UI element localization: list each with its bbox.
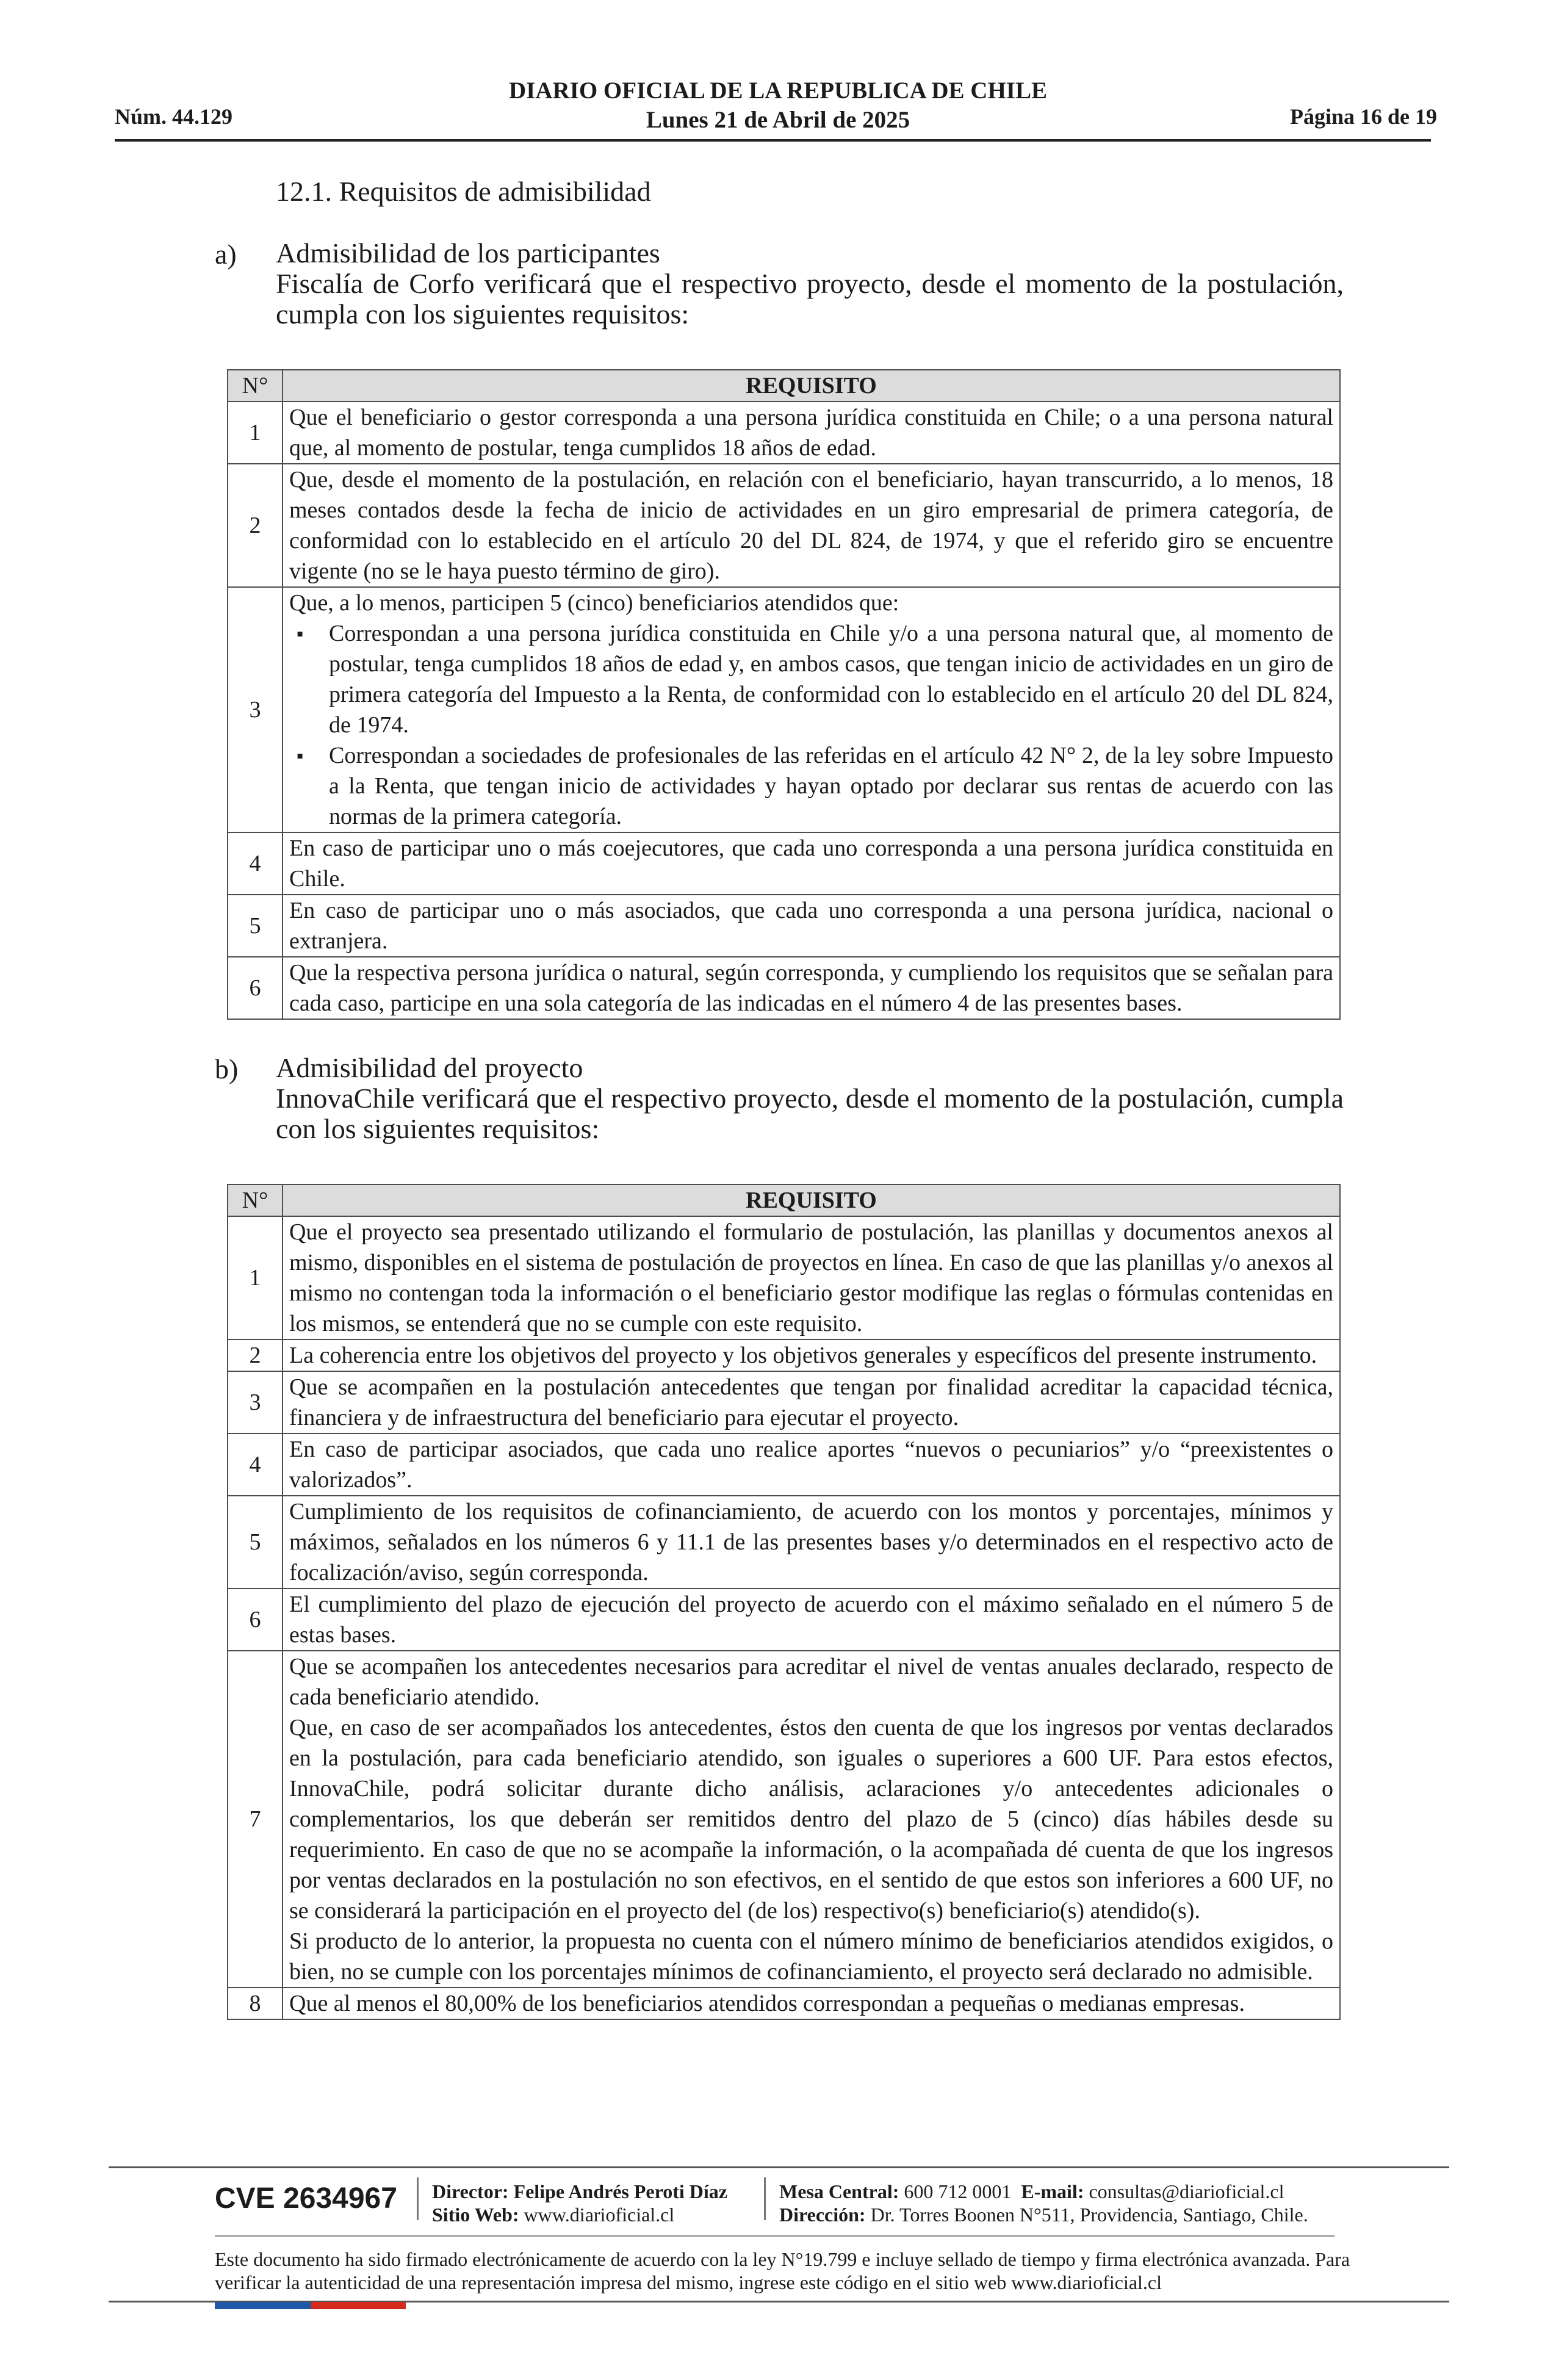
bullet-item: ▪ Correspondan a sociedades de profesionales de las referidas en el artículo 42 N° 2, de la ley sobre Impuesto a la Renta, que tengan inicio de actividades y hayan optado por declarar sus rentas de acuerdo con las normas de la primera categoría. (289, 740, 1333, 832)
row-number: 2 (228, 1340, 283, 1371)
row-number: 5 (228, 895, 283, 957)
footer-separator (764, 2177, 766, 2220)
director-label: Director: (432, 2180, 509, 2202)
footer-thin-divider (215, 2235, 1334, 2237)
table-header-row (228, 370, 1340, 402)
row-requirement: El cumplimiento del plazo de ejecución del proyecto de acuerdo con el máximo señalado en el número 5 de estas bases. (283, 1588, 1340, 1651)
table-row (228, 895, 1340, 957)
header-divider (115, 139, 1431, 142)
address-value: Dr. Torres Boonen N°511, Providencia, Santiago, Chile. (870, 2204, 1308, 2226)
row-number: 7 (228, 1651, 283, 1988)
flag-stripe-blue (215, 2302, 311, 2309)
row-requirement (283, 587, 1340, 832)
row-number: 2 (228, 464, 283, 587)
address-label: Dirección: (779, 2204, 866, 2226)
row-requirement: En caso de participar uno o más coejecutores, que cada uno corresponda a una persona jurídica constituida en Chile. (283, 832, 1340, 895)
email-label: E-mail: (1021, 2180, 1084, 2202)
row-requirement (283, 1651, 1340, 1988)
email-link[interactable]: consultas@diarioficial.cl (1089, 2180, 1284, 2202)
table-row (228, 1988, 1340, 2019)
table-header-row (228, 1185, 1340, 1216)
publication-date: Lunes 21 de Abril de 2025 (646, 107, 910, 133)
part-b-letter: b) (215, 1053, 239, 1084)
signature-note: Este documento ha sido firmado electrónicamente de acuerdo con la ley N°19.799 e incluye sellado de tiempo y firma electrónica avanzada. Para verificar la autenticidad de una representación impresa del mismo, ingrese este código en el sitio web www.diarioficial.cl (215, 2248, 1350, 2293)
row-number: 3 (228, 587, 283, 832)
flag-stripe-red (311, 2302, 406, 2309)
part-a-block (276, 238, 1344, 330)
website-link[interactable]: www.diarioficial.cl (524, 2204, 675, 2226)
masthead (366, 76, 1190, 135)
issue-number: Núm. 44.129 (115, 104, 233, 129)
table-row (228, 587, 1340, 832)
row-requirement: Que se acompañen en la postulación antecedentes que tengan por finalidad acreditar la capacidad técnica, financiera y de infraestructura del beneficiario para ejecutar el proyecto. (283, 1371, 1340, 1433)
row-requirement: Que al menos el 80,00% de los beneficiarios atendidos correspondan a pequeñas o medianas empresas. (283, 1988, 1340, 2019)
publication-title: DIARIO OFICIAL DE LA REPUBLICA DE CHILE (508, 78, 1047, 104)
row-requirement: Que el beneficiario o gestor corresponda a una persona jurídica constituida en Chile; o a una persona natural que, al momento de postular, tenga cumplidos 18 años de edad. (283, 402, 1340, 464)
row-requirement: Que, desde el momento de la postulación, en relación con el beneficiario, hayan transcurrido, a lo menos, 18 meses contados desde la fecha de inicio de actividades en un giro empresarial de primera categoría, de conformidad con lo establecido en el artículo 20 del DL 824, de 1974, y que el referido giro se encuentre vigente (no se le haya puesto término de giro). (283, 464, 1340, 587)
table-row (228, 957, 1340, 1019)
footer-divider (109, 2166, 1449, 2168)
row-requirement: En caso de participar uno o más asociados, que cada uno corresponda a una persona jurídica, nacional o extranjera. (283, 895, 1340, 957)
part-b-block (276, 1053, 1344, 1144)
website-label: Sitio Web: (432, 2204, 519, 2226)
row-paragraph: Si producto de lo anterior, la propuesta no cuenta con el número mínimo de beneficiarios atendidos exigidos, o bien, no se cumple con los porcentajes mínimos de cofinanciamiento, el proyecto será declarado no admisible. (289, 1928, 1333, 1985)
footer-separator (417, 2177, 419, 2220)
table-row (228, 464, 1340, 587)
director-name: Felipe Andrés Peroti Díaz (513, 2180, 727, 2202)
part-b-title: Admisibilidad del proyecto (276, 1052, 583, 1083)
part-a-title: Admisibilidad de los participantes (276, 237, 660, 269)
table-row (228, 1651, 1340, 1988)
table-row (228, 1433, 1340, 1496)
row-number: 6 (228, 957, 283, 1019)
row-paragraph: Que, en caso de ser acompañados los antecedentes, éstos den cuenta de que los ingresos por ventas declarados en la postulación, para cada beneficiario atendido, son iguales o superiores a 600 UF. Para estos efectos, InnovaChile, podrá solicitar durante dicho análisis, aclaraciones y/o antecedentes adicionales o complementarios, los que deberán ser remitidos dentro del plazo de 5 (cinco) días hábiles desde su requerimiento. En caso de que no se acompañe la información, o la acompañada dé cuenta de que los ingresos por ventas declarados en la postulación no son efectivos, en el sentido de que estos son inferiores a 600 UF, no se considerará la participación en el proyecto del (de los) respectivo(s) beneficiario(s) atendido(s). (289, 1715, 1333, 1924)
table-row (228, 1216, 1340, 1340)
row-number: 5 (228, 1496, 283, 1588)
row-number: 6 (228, 1588, 283, 1651)
requirements-table-a (227, 369, 1341, 1020)
requirements-table-b (227, 1184, 1341, 2020)
row-requirement: Que el proyecto sea presentado utilizando el formulario de postulación, las planillas y documentos anexos al mismo, disponibles en el sistema de postulación de proyectos en línea. En caso de que las planillas y/o anexos al mismo no contengan toda la información o el beneficiario gestor modifique las reglas o fórmulas contenidas en los mismos, se entenderá que no se cumple con este requisito. (283, 1216, 1340, 1340)
footer-contact-block (779, 2180, 1308, 2226)
table-row (228, 832, 1340, 895)
row-number: 3 (228, 1371, 283, 1433)
bullet-item: ▪ Correspondan a una persona jurídica constituida en Chile y/o a una persona natural que, al momento de postular, tenga cumplidos 18 años de edad y, en ambos casos, que tengan inicio de actividades en un giro de primera categoría del Impuesto a la Renta, de conformidad con lo establecido en el artículo 20 del DL 824, de 1974. (289, 618, 1333, 740)
column-header-requirement: REQUISITO (283, 1185, 1340, 1216)
part-a-intro: Fiscalía de Corfo verificará que el respectivo proyecto, desde el momento de la postulación, cumpla con los siguientes requisitos: (276, 268, 1344, 330)
phone-label: Mesa Central: (779, 2180, 899, 2202)
section-title: 12.1. Requisitos de admisibilidad (276, 176, 651, 207)
part-b-intro: InnovaChile verificará que el respectivo proyecto, desde el momento de la postulación, cumpla con los siguientes requisitos: (276, 1083, 1344, 1144)
row-requirement: La coherencia entre los objetivos del proyecto y los objetivos generales y específicos del presente instrumento. (283, 1340, 1340, 1371)
row-paragraph: Que se acompañen los antecedentes necesarios para acreditar el nivel de ventas anuales declarado, respecto de cada beneficiario atendido. (289, 1654, 1333, 1710)
column-header-requirement: REQUISITO (283, 370, 1340, 402)
row-number: 1 (228, 1216, 283, 1340)
page-indicator: Página 16 de 19 (1289, 104, 1437, 129)
footer-director-block (432, 2180, 727, 2226)
table-row (228, 1340, 1340, 1371)
row-number: 8 (228, 1988, 283, 2019)
row-requirement: Cumplimiento de los requisitos de cofinanciamiento, de acuerdo con los montos y porcentajes, mínimos y máximos, señalados en los números 6 y 11.1 de las presentes bases y/o determinados en el respectivo acto de focalización/aviso, según corresponda. (283, 1496, 1340, 1588)
column-header-number: N° (228, 1185, 283, 1216)
row-number: 1 (228, 402, 283, 464)
row-number: 4 (228, 832, 283, 895)
table-row (228, 402, 1340, 464)
row-requirement-lead: Que, a lo menos, participen 5 (cinco) beneficiarios atendidos que: (289, 590, 899, 616)
phone-value: 600 712 0001 (904, 2180, 1012, 2202)
row-number: 4 (228, 1433, 283, 1496)
cve-code: CVE 2634967 (215, 2182, 397, 2215)
table-row (228, 1371, 1340, 1433)
part-a-letter: a) (215, 239, 237, 270)
column-header-number: N° (228, 370, 283, 402)
row-requirement: En caso de participar asociados, que cada uno realice aportes “nuevos o pecuniarios” y/o “preexistentes o valorizados”. (283, 1433, 1340, 1496)
row-requirement: Que la respectiva persona jurídica o natural, según corresponda, y cumpliendo los requisitos que se señalan para cada caso, participe en una sola categoría de las indicadas en el número 4 de las presentes bases. (283, 957, 1340, 1019)
table-row (228, 1496, 1340, 1588)
table-row (228, 1588, 1340, 1651)
